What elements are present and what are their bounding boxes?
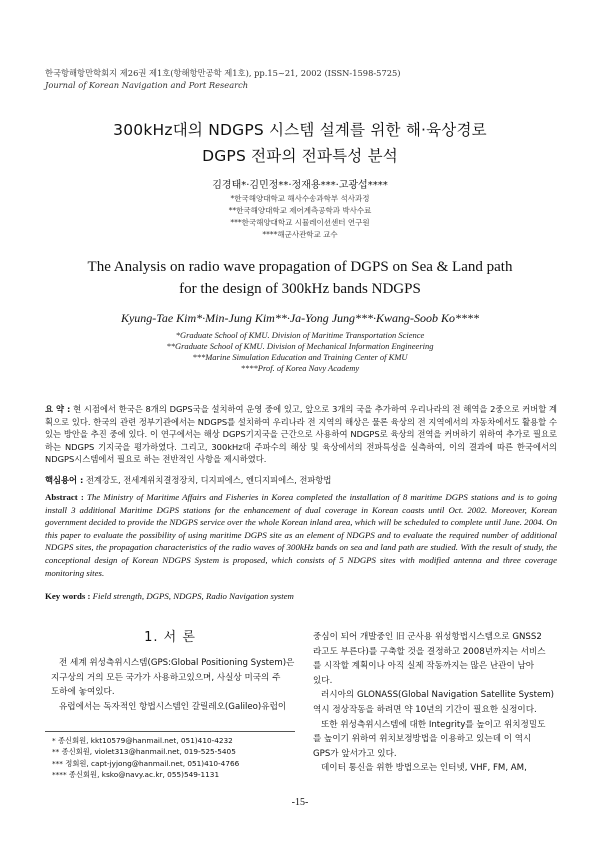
- footnote-rule: [45, 731, 295, 732]
- keywords-en-label: Key words :: [45, 591, 91, 601]
- affiliation-ko-1: *한국해양대학교 해사수송과학부 석사과정: [230, 194, 370, 203]
- affiliation-ko-3: ***한국해양대학교 시뮬레이션센터 연구원: [230, 218, 370, 227]
- right-col-line-9: GPS가 앞서가고 있다.: [313, 748, 397, 759]
- right-col-line-7: 또한 위성측위시스템에 대한 Integrity를 높이고 위치정밀도: [321, 719, 546, 730]
- right-col-line-6: 역시 정상작동을 하려면 약 10년의 기간이 필요한 실정이다.: [313, 704, 537, 715]
- abstract-ko-text: 현 시점에서 한국은 8개의 DGPS국을 설치하여 운영 중에 있고, 앞으로 3개의 국을 추가하여 우리나라의 전 해역을 2중으로 커버할 계획으로 있다. 한국의 관련 정부기관에서는 NDGPS를 설치하여 우리나라 전 지역의 해상은 물론 육상의 전 지역에서의 자동차에서도 활용할 수 있는 방안을 추진 중에 있다. 이 연구에서는 해상 DGPS기지국을 근간으로 사용하여 NDGPS로 육상의 전역을 커버하기 위하여 추가로 필요로 하는 NDGPS 기지국을 평가하였다. 그리고, 300kHz대 주파수의 해상 및 육상에서의 전파특성을 실측하여, 이의 결과에 따른 한국에서의 NDGPS시스템에서 필요로 하는 전반적인 사항을 제시하였다.: [45, 404, 558, 465]
- authors-en: Kyung-Tae Kim*·Min-Jung Kim**·Ja-Yong Jung***·Kwang-Soob Ko****: [120, 311, 480, 325]
- keywords-ko-label: 핵심용어 :: [45, 475, 84, 485]
- title-ko-line2: DGPS 전파의 전파특성 분석: [202, 147, 398, 165]
- footnote-3: *** 정회원, capt-jyjong@hanmail.net, 051)410-4766: [52, 758, 240, 768]
- affiliation-en-3: ***Marine Simulation Education and Training Center of KMU: [192, 352, 408, 362]
- affiliation-ko-2: **한국해양대학교 제어계측공학과 박사수료: [228, 206, 372, 215]
- abstract-ko-label: 요 약 :: [45, 404, 71, 414]
- footnotes: [52, 735, 302, 780]
- right-col-line-2: 라고도 부른다)를 구축할 것을 결정하고 2008년까지는 서비스: [313, 646, 546, 657]
- page-number: -15-: [291, 797, 309, 808]
- footnote-4: **** 종신회원, ksko@navy.ac.kr, 055)549-1131: [52, 769, 220, 779]
- keywords-ko: [45, 474, 331, 486]
- abstract-en-label: Abstract :: [45, 492, 84, 502]
- footnote-1: * 종신회원, kkt10579@hanmail.net, 051)410-4232: [52, 736, 233, 745]
- keywords-ko-text: 전계강도, 전세계위치결정장치, 디지피에스, 엔디지피에스, 전파항법: [85, 475, 332, 485]
- right-col-line-3: 를 시작할 계획이나 아직 실제 작동까지는 많은 난관이 남아: [313, 661, 535, 672]
- footnote-2: ** 종신회원, violet313@hanmail.net, 019-525-5405: [52, 747, 236, 757]
- journal-citation: 한국항해항만학회지 제26권 제1호(항해항만공학 제1호), pp.15~21, 2002 (ISSN-1598-5725): [45, 68, 401, 78]
- abstract-en-text: The Ministry of Maritime Affairs and Fisheries in Korea completed the installation of 8 maritime DGPS stations and is to going install 3 additional Maritime DGPS stations for the enhancement of dual coverage in Korean coasts until Oct. 2002. Moreover, Korean government decided to provide the NDGPS service over the whole Korean inland area, which will be scheduled to complete until June. 2004. On this paper to evaluate the possibility of using maritime DGPS site as an element of NDGPS and to evaluate the required number of additional NDGPS sites, the propagation characteristics of the radio waves of 300kHz bands on sea and land path are studied. With the result of study, the conceptional design of Korean NDGPS System is proposed, which consists of 5 NDGPS sites with modified antenna and three coverage monitoring sites.: [45, 492, 557, 578]
- left-col-line-3: 도하에 놓여있다.: [51, 687, 115, 698]
- right-col-line-5: 러시아의 GLONASS(Global Navigation Satellite System): [321, 690, 554, 701]
- affiliation-en-4: ****Prof. of Korea Navy Academy: [240, 363, 360, 373]
- title-en-line1: The Analysis on radio wave propagation of DGPS on Sea & Land path: [87, 259, 513, 275]
- keywords-en: [45, 591, 294, 601]
- right-column: [313, 630, 560, 776]
- left-col-line-4: 유럽에서는 독자적인 항법시스템인 갈릴레오(Galileo)유럽이: [59, 701, 287, 712]
- affiliation-en-1: *Graduate School of KMU. Division of Maritime Transportation Science: [175, 330, 425, 340]
- affiliation-en-2: **Graduate School of KMU. Division of Mechanical Information Engineering: [166, 341, 434, 351]
- journal-name: Journal of Korean Navigation and Port Research: [45, 80, 249, 90]
- abstract-en: [45, 491, 557, 579]
- authors-ko: 김경태*·김민정**·정재용***·고광섭****: [212, 180, 388, 191]
- left-col-line-2: 지구상의 거의 모든 국가가 사용하고있으며, 사실상 미국의 주: [51, 672, 281, 683]
- affiliations-en: [0, 330, 600, 374]
- affiliation-ko-4: ****해군사관학교 교수: [262, 230, 338, 239]
- affiliations-ko: [0, 193, 600, 241]
- left-col-line-1: 전 세계 위성측위시스템(GPS:Global Positioning System)은: [59, 658, 295, 668]
- abstract-ko: [45, 403, 557, 466]
- section-heading: 1. 서 론: [144, 630, 196, 645]
- keywords-en-text: Field strength, DGPS, NDGPS, Radio Navigation system: [92, 591, 294, 601]
- title-en-line2: for the design of 300kHz bands NDGPS: [179, 281, 421, 297]
- left-column: [51, 656, 295, 714]
- right-col-line-1: 중심이 되어 개발중인 旧 군사용 위성항법시스템으로 GNSS2: [313, 632, 542, 642]
- right-col-line-4: 있다.: [313, 675, 333, 686]
- right-col-line-8: 를 높이기 위하여 위치보정방법을 이용하고 있는데 이 역시: [313, 734, 532, 745]
- title-ko-line1: 300kHz대의 NDGPS 시스템 설계를 위한 해·육상경로: [113, 121, 487, 139]
- right-col-line-10: 데이터 통신을 위한 방법으로는 인터넷, VHF, FM, AM,: [321, 763, 527, 774]
